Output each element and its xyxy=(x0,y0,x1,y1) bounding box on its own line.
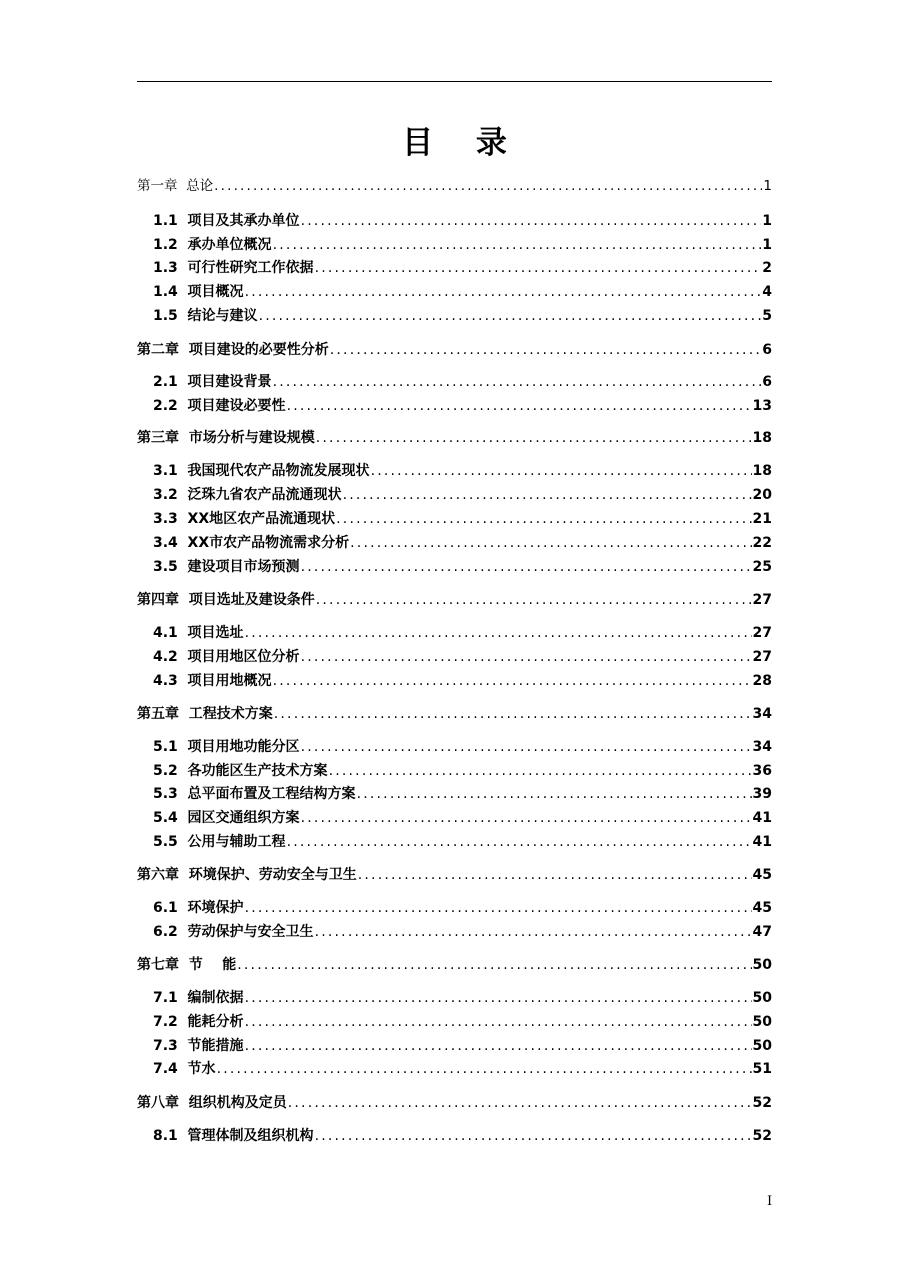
toc-entry-text: 1.4 项目概况 xyxy=(153,284,244,300)
toc-page-number: 45 xyxy=(752,867,772,883)
toc-entry[interactable] xyxy=(137,590,772,610)
toc-entry-text: 3.2 泛珠九省农产品流通现状 xyxy=(153,487,342,503)
toc-page-number: 21 xyxy=(752,511,772,527)
toc-entry-text: 7.2 能耗分析 xyxy=(153,1014,244,1030)
toc-page-number: 52 xyxy=(752,1095,772,1111)
toc-entry[interactable] xyxy=(153,647,772,667)
toc-entry[interactable] xyxy=(137,428,772,448)
toc-leader xyxy=(273,372,762,392)
toc-entry-text: 6.1 环境保护 xyxy=(153,900,244,916)
toc-entry[interactable] xyxy=(153,211,772,231)
toc-leader xyxy=(357,784,752,804)
toc-page-number: 52 xyxy=(752,1128,772,1144)
toc-page-number: 34 xyxy=(752,739,772,755)
toc-entry[interactable] xyxy=(153,461,772,481)
toc-leader xyxy=(315,922,752,942)
toc-entry-text: 5.5 公用与辅助工程 xyxy=(153,834,286,850)
toc-entry-text: 2.2 项目建设必要性 xyxy=(153,398,286,414)
toc-entry-text: 第三章 市场分析与建设规模 xyxy=(137,430,315,446)
toc-page-number: 22 xyxy=(752,535,772,551)
toc-page-number: 4 xyxy=(762,284,772,300)
toc-leader xyxy=(350,533,751,553)
toc-leader xyxy=(329,761,752,781)
toc-entry[interactable] xyxy=(137,704,772,724)
toc-leader xyxy=(214,176,762,196)
footer-page-number: I xyxy=(767,1194,773,1209)
toc-entry[interactable] xyxy=(137,340,772,360)
toc-entry[interactable] xyxy=(153,671,772,691)
toc-leader xyxy=(316,590,752,610)
toc-leader xyxy=(245,1012,752,1032)
toc-leader xyxy=(259,306,762,326)
toc-entry[interactable] xyxy=(153,396,772,416)
toc-entry-text: 5.3 总平面布置及工程结构方案 xyxy=(153,786,356,802)
toc-leader xyxy=(315,1126,752,1146)
toc-entry[interactable] xyxy=(153,557,772,577)
toc-page-number: 6 xyxy=(762,374,772,390)
toc-entry[interactable] xyxy=(137,176,772,196)
toc-leader xyxy=(336,509,751,529)
toc-page-number: 25 xyxy=(752,559,772,575)
toc-entry-text: 第七章 节 能 xyxy=(137,957,237,973)
toc-page-number: 5 xyxy=(762,308,772,324)
toc-entry-text: 第八章 组织机构及定员 xyxy=(137,1095,287,1111)
toc-page-number: 1 xyxy=(762,237,772,253)
page-title: 目 录 xyxy=(402,125,523,161)
toc-entry-text: 3.3 XX地区农产品流通现状 xyxy=(153,511,336,527)
toc-entry-text: 4.1 项目选址 xyxy=(153,625,244,641)
toc-entry[interactable] xyxy=(153,922,772,942)
toc-page-number: 39 xyxy=(752,786,772,802)
toc-entry-text: 第五章 工程技术方案 xyxy=(137,706,273,722)
toc-entry-text: 第六章 环境保护、劳动安全与卫生 xyxy=(137,867,357,883)
toc-entry[interactable] xyxy=(153,623,772,643)
toc-entry[interactable] xyxy=(153,533,772,553)
toc-entry[interactable] xyxy=(153,761,772,781)
toc-leader xyxy=(301,211,762,231)
toc-leader xyxy=(245,623,752,643)
toc-entry-text: 1.2 承办单位概况 xyxy=(153,237,272,253)
toc-entry-text: 3.4 XX市农产品物流需求分析 xyxy=(153,535,350,551)
toc-page-number: 41 xyxy=(752,834,772,850)
toc-entry-text: 6.2 劳动保护与安全卫生 xyxy=(153,924,314,940)
toc-leader xyxy=(237,955,751,975)
toc-page-number: 13 xyxy=(752,398,772,414)
toc-entry[interactable] xyxy=(153,988,772,1008)
toc-leader xyxy=(274,704,752,724)
toc-entry[interactable] xyxy=(153,258,772,278)
toc-entry-text: 1.5 结论与建议 xyxy=(153,308,258,324)
toc-entry-text: 5.4 园区交通组织方案 xyxy=(153,810,300,826)
toc-leader xyxy=(245,988,752,1008)
toc-leader xyxy=(273,235,762,255)
toc-page-number: 18 xyxy=(752,430,772,446)
toc-entry-text: 1.1 项目及其承办单位 xyxy=(153,213,300,229)
toc-leader xyxy=(245,898,752,918)
toc-entry[interactable] xyxy=(153,306,772,326)
toc-entry[interactable] xyxy=(153,509,772,529)
toc-leader xyxy=(371,461,752,481)
toc-entry[interactable] xyxy=(153,282,772,302)
toc-leader xyxy=(301,737,752,757)
toc-page-number: 27 xyxy=(752,649,772,665)
toc-leader xyxy=(301,808,752,828)
toc-entry[interactable] xyxy=(137,955,772,975)
toc-page-number: 27 xyxy=(752,625,772,641)
toc-page-number: 50 xyxy=(752,957,772,973)
toc-page-number: 50 xyxy=(752,990,772,1006)
toc-entry-text: 8.1 管理体制及组织机构 xyxy=(153,1128,314,1144)
toc-entry-text: 7.3 节能措施 xyxy=(153,1038,244,1054)
toc-page-number: 50 xyxy=(752,1038,772,1054)
toc-entry[interactable] xyxy=(153,737,772,757)
toc-entry[interactable] xyxy=(153,808,772,828)
toc-entry-text: 7.1 编制依据 xyxy=(153,990,244,1006)
toc-entry[interactable] xyxy=(153,1036,772,1056)
toc-page-number: 1 xyxy=(762,213,772,229)
toc-entry-text: 3.1 我国现代农产品物流发展现状 xyxy=(153,463,370,479)
toc-entry[interactable] xyxy=(153,485,772,505)
toc-entry[interactable] xyxy=(153,1059,772,1079)
toc-page-number: 47 xyxy=(752,924,772,940)
toc-entry[interactable] xyxy=(137,1093,772,1113)
toc-leader xyxy=(245,282,762,302)
toc-entry-text: 5.1 项目用地功能分区 xyxy=(153,739,300,755)
toc-leader xyxy=(273,671,752,691)
toc-page-number: 34 xyxy=(752,706,772,722)
toc-entry[interactable] xyxy=(153,1126,772,1146)
header-rule xyxy=(137,81,772,82)
toc-leader xyxy=(343,485,752,505)
toc-entry-text: 4.2 项目用地区位分析 xyxy=(153,649,300,665)
toc-entry[interactable] xyxy=(137,865,772,885)
toc-leader xyxy=(315,258,762,278)
toc-entry-text: 7.4 节水 xyxy=(153,1061,216,1077)
toc-leader xyxy=(287,396,752,416)
toc-entry-text: 3.5 建设项目市场预测 xyxy=(153,559,300,575)
toc-leader xyxy=(245,1036,752,1056)
toc-page-number: 27 xyxy=(752,592,772,608)
toc-entry-text: 4.3 项目用地概况 xyxy=(153,673,272,689)
toc-page-number: 36 xyxy=(752,763,772,779)
toc-page-number: 1 xyxy=(763,178,772,194)
toc-entry-text: 5.2 各功能区生产技术方案 xyxy=(153,763,328,779)
toc-leader xyxy=(288,1093,752,1113)
toc-entry[interactable] xyxy=(153,784,772,804)
toc-page-number: 18 xyxy=(752,463,772,479)
toc-entry[interactable] xyxy=(153,832,772,852)
toc-leader xyxy=(316,428,752,448)
toc-entry-text: 第一章 总论 xyxy=(137,178,214,194)
toc-leader xyxy=(287,832,752,852)
toc-page-number: 45 xyxy=(752,900,772,916)
toc-entry-text: 第二章 项目建设的必要性分析 xyxy=(137,342,329,358)
toc-page-number: 51 xyxy=(752,1061,772,1077)
toc-page-number: 20 xyxy=(752,487,772,503)
toc-entry-text: 1.3 可行性研究工作依据 xyxy=(153,260,314,276)
toc-leader xyxy=(358,865,752,885)
toc-entry[interactable] xyxy=(153,898,772,918)
toc-entry[interactable] xyxy=(153,1012,772,1032)
toc-entry-text: 第四章 项目选址及建设条件 xyxy=(137,592,315,608)
toc-page-number: 50 xyxy=(752,1014,772,1030)
toc-leader xyxy=(217,1059,752,1079)
toc-leader xyxy=(330,340,762,360)
toc-leader xyxy=(301,557,752,577)
toc-page-number: 28 xyxy=(752,673,772,689)
toc-page-number: 6 xyxy=(762,342,772,358)
toc-page-number: 41 xyxy=(752,810,772,826)
toc-entry[interactable] xyxy=(153,235,772,255)
toc-entry-text: 2.1 项目建设背景 xyxy=(153,374,272,390)
toc-entry[interactable] xyxy=(153,372,772,392)
toc-page-number: 2 xyxy=(762,260,772,276)
toc-leader xyxy=(301,647,752,667)
